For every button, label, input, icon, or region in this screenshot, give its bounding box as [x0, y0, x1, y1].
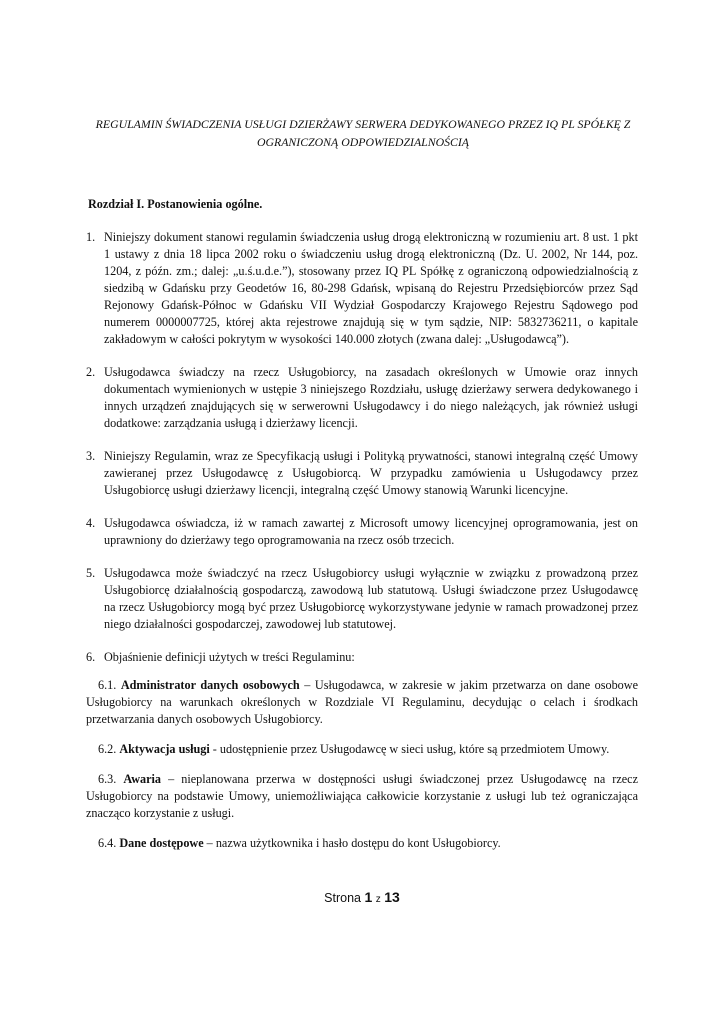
- list-item: [86, 515, 638, 549]
- footer-label: Strona: [324, 891, 361, 905]
- item-number: 5.: [86, 566, 96, 580]
- paragraph-list: [86, 229, 638, 865]
- list-item: [86, 229, 638, 348]
- list-item: [86, 448, 638, 499]
- definition-text: - udostępnienie przez Usługodawcę w sieci usług, które są przedmiotem Umowy.: [209, 742, 610, 756]
- list-item: [86, 364, 638, 432]
- item-text: Niniejszy dokument stanowi regulamin świadczenia usług drogą elektroniczną w rozumieniu art. 8 ust. 1 pkt 1 ustawy z dnia 18 lipca 2002 roku o świadczeniu usług drogą elektroniczną (Dz. U. 2002, Nr 144, poz. 1204, z późn. zm.; dalej: „u.ś.u.d.e.”), stosowany przez IQ PL Spółkę z ograniczoną odpowiedzialnością z siedzibą w Gdańsku przy Geodetów 16, 80-298 Gdańsk, wpisaną do Rejestru Przedsiębiorców przez Sąd Rejonowy Gdańsk-Północ w Gdańsku VII Wydział Gospodarczy Krajowego Rejestru Sądowego pod numerem 0000007725, której akta rejestrowe znajdują się w tym sądzie, NIP: 5832736211, o kapitale zakładowym w całości pokrytym w wysokości 140.000 złotych (zwana dalej: „Usługodawcą”).: [104, 230, 638, 346]
- item-text: Usługodawca oświadcza, iż w ramach zawartej z Microsoft umowy licencyjnej oprogramowania, jest on uprawniony do dzierżawy tego oprogramowania na rzecz osób trzecich.: [104, 516, 638, 547]
- definition-item: [86, 677, 638, 728]
- definition-term: Administrator danych osobowych: [120, 678, 300, 692]
- item-text: Objaśnienie definicji użytych w treści Regulaminu:: [104, 650, 355, 664]
- definition-item: [86, 741, 638, 758]
- definition-text: – nazwa użytkownika i hasło dostępu do kont Usługobiorcy.: [203, 836, 501, 850]
- item-text: Niniejszy Regulamin, wraz ze Specyfikacją usługi i Polityką prywatności, stanowi integralną część Umowy zawieranej przez Usługodawcę z Usługobiorcą. W przypadku zamówienia u Usługodawcy przez Usługobiorcę usługi dzierżawy licencji, integralną część Umowy stanowią Warunki licencyjne.: [104, 449, 638, 497]
- item-number: 6.: [86, 650, 96, 664]
- definition-item: [86, 771, 638, 822]
- item-number: 2.: [86, 365, 96, 379]
- list-item: [86, 565, 638, 633]
- definition-term: Awaria: [123, 772, 162, 786]
- definition-text: – Usługodawca, w zakresie w jakim przetwarza on dane osobowe Usługobiorcy na warunkach określonych w Rozdziale VI Regulaminu, decydując o celach i środkach przetwarzania danych osobowych Usługobiorcy.: [86, 678, 638, 726]
- item-number: 1.: [86, 230, 96, 244]
- definition-number: 6.3.: [98, 772, 117, 786]
- definition-term: Dane dostępowe: [119, 836, 204, 850]
- definition-number: 6.1.: [98, 678, 117, 692]
- total-page-count: 13: [384, 889, 400, 905]
- definition-number: 6.2.: [98, 742, 117, 756]
- list-item: [86, 649, 638, 666]
- item-text: Usługodawca może świadczyć na rzecz Usługobiorcy usługi wyłącznie w związku z prowadzoną przez Usługobiorcę działalnością gospodarczą, zawodową lub statutową. Usługi świadczone przez Usługodawcę na rzecz Usługobiorcy mogą być przez Usługobiorcę wykorzystywane jedynie w ramach prowadzonej przez niego działalności gospodarczej, zawodowej lub statutowej.: [104, 566, 638, 631]
- current-page-number: 1: [364, 889, 373, 905]
- chapter-heading: Rozdział I. Postanowienia ogólne.: [88, 197, 263, 211]
- definition-number: 6.4.: [98, 836, 117, 850]
- definition-text: – nieplanowana przerwa w dostępności usługi świadczonej przez Usługodawcę na rzecz Usługobiorcy na podstawie Umowy, uniemożliwiająca całkowicie korzystanie z usługi lub też ograniczająca znacząco korzystanie z usługi.: [86, 772, 638, 820]
- item-number: 4.: [86, 516, 96, 530]
- item-text: Usługodawca świadczy na rzecz Usługobiorcy, na zasadach określonych w Umowie oraz innych dokumentach wymienionych w ustępie 3 niniejszego Rozdziału, usługę dzierżawy serwera dedykowanego i innych urządzeń znajdujących się w serwerowni Usługodawcy i do niego należących, jak również usługi dodatkowe: zarządzania usługą i dzierżawy licencji.: [104, 365, 638, 430]
- definition-item: [86, 835, 638, 852]
- document-title: [90, 115, 636, 151]
- title-line-1: REGULAMIN ŚWIADCZENIA USŁUGI DZIERŻAWY SERWERA DEDYKOWANEGO PRZEZ IQ PL SPÓŁKĘ Z: [95, 117, 631, 131]
- item-number: 3.: [86, 449, 96, 463]
- footer-separator: z: [375, 894, 381, 905]
- title-line-2: OGRANICZONĄ ODPOWIEDZIALNOŚCIĄ: [256, 135, 469, 149]
- page-footer: [0, 889, 724, 908]
- definition-term: Aktywacja usługi: [119, 742, 210, 756]
